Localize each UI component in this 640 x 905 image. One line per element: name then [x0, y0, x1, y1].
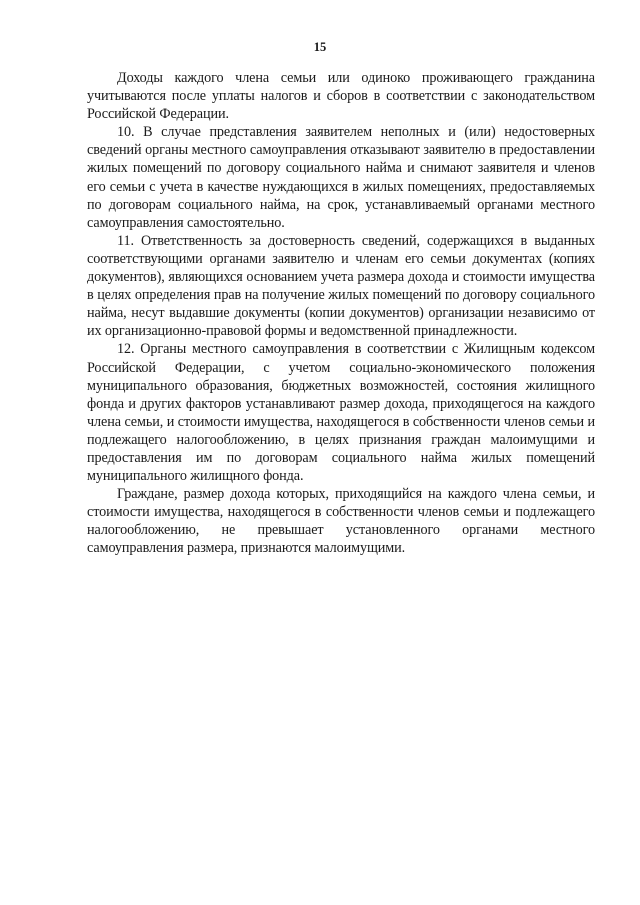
paragraph-item-11: 11. Ответственность за достоверность сведений, содержащихся в выданных соответствующими органами заявителю и членам его семьи документах (копиях документов), являющихся основанием учета размера дохода и стоимости имущества в целях определения прав на получение жилых помещений по договору социального найма, несут выдавшие документы (копии документов) организации независимо от их организационно-правовой формы и ведомственной принадлежности.	[87, 232, 595, 340]
paragraph-item-10: 10. В случае представления заявителем неполных и (или) недостоверных сведений органы местного самоуправления отказывают заявителю в предоставлении жилых помещений по договору социального найма и снимают заявителя и членов его семьи с учета в качестве нуждающихся в жилых помещениях, предоставляемых по договорам социального найма, на срок, устанавливаемый органами местного самоуправления самостоятельно.	[87, 124, 595, 231]
document-body	[87, 69, 595, 558]
paragraph-low-income-citizens: Граждане, размер дохода которых, приходящийся на каждого члена семьи, и стоимости имущества, находящегося в собственности членов семьи и подлежащего налогообложению, не превышает установленного органами местного самоуправления размера, признаются малоимущими.	[87, 486, 595, 557]
paragraph-income-after-taxes: Доходы каждого члена семьи или одиноко проживающего гражданина учитываются после уплаты налогов и сборов в соответствии с законодательством Российской Федерации.	[87, 70, 595, 123]
page-number: 15	[313, 40, 327, 54]
paragraph-item-12: 12. Органы местного самоуправления в соответствии с Жилищным кодексом Российской Федерации, с учетом социально-экономического положения муниципального образования, бюджетных возможностей, состояния жилищного фонда и других факторов устанавливают размер дохода, приходящегося на каждого члена семьи, и стоимости имущества, находящегося в собственности членов семьи и подлежащего налогообложению, в целях признания граждан малоимущими и предоставления им по договорам социального найма жилых помещений муниципального жилищного фонда.	[87, 341, 595, 485]
